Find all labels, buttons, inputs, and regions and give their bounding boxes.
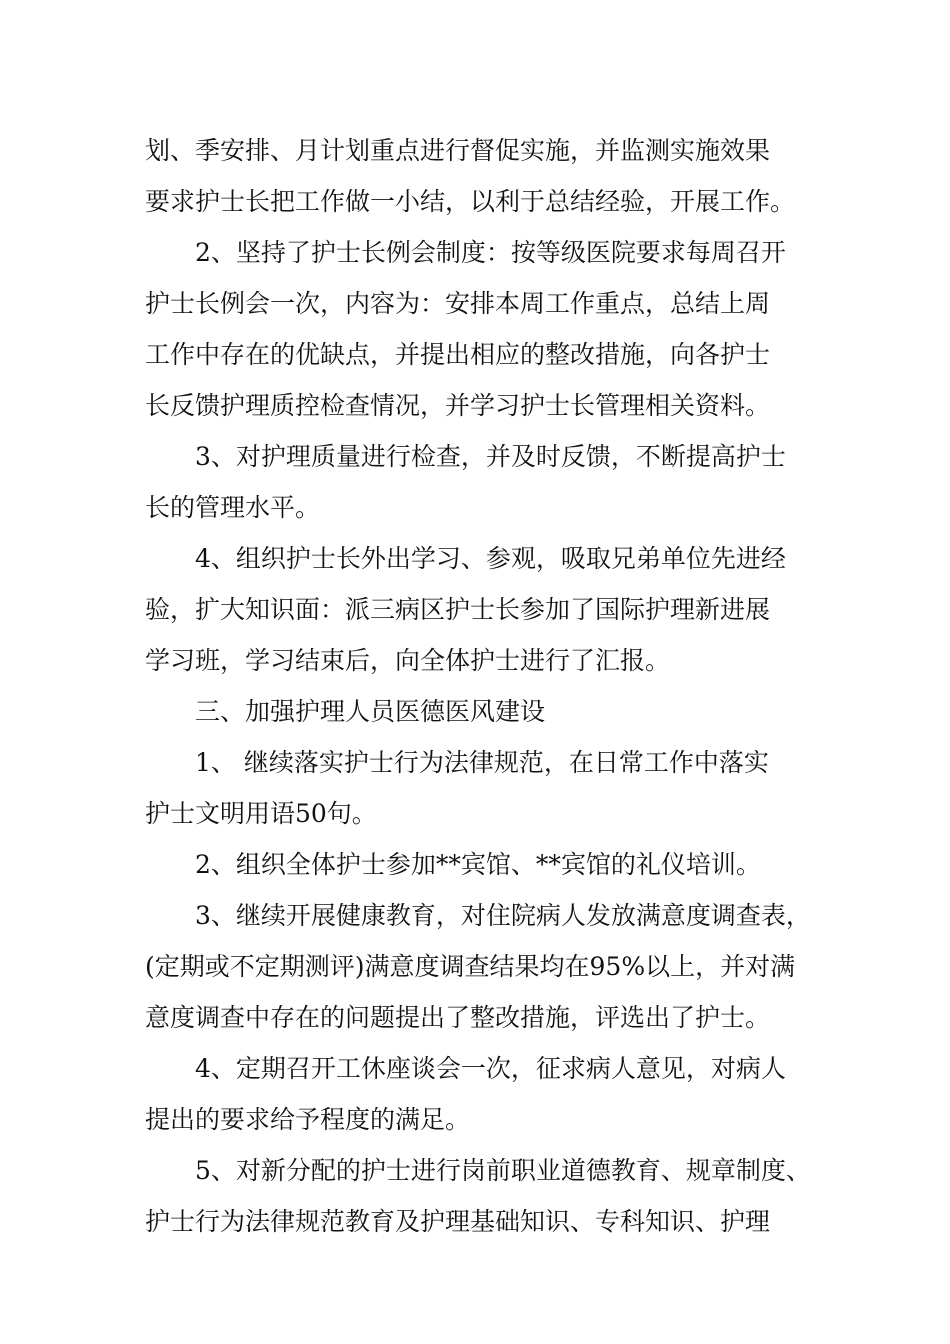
text-line: 4、组织护士长外出学习、参观，吸取兄弟单位先进经 — [195, 544, 786, 573]
text-line: 4、定期召开工休座谈会一次，征求病人意见，对病人 — [195, 1054, 786, 1083]
text-line: 要求护士长把工作做一小结，以利于总结经验，开展工作。 — [145, 187, 796, 216]
text-line: 3、继续开展健康教育，对住院病人发放满意度调查表， — [195, 901, 811, 930]
document-body — [145, 125, 825, 1247]
text-line: 学习班，学习结束后，向全体护士进行了汇报。 — [145, 646, 671, 675]
text-line: 护士文明用语50句。 — [145, 799, 377, 828]
text-line: 提出的要求给予程度的满足。 — [145, 1105, 471, 1134]
text-line: 1、 继续落实护士行为法律规范，在日常工作中落实 — [195, 748, 769, 777]
text-line: 划、季安排、月计划重点进行督促实施，并监测实施效果 — [145, 136, 771, 165]
text-line: 意度调查中存在的问题提出了整改措施，评选出了护士。 — [145, 1003, 771, 1032]
section-heading: 三、加强护理人员医德医风建设 — [195, 697, 546, 726]
text-line: 3、对护理质量进行检查，并及时反馈，不断提高护士 — [195, 442, 786, 471]
text-line: 护士行为法律规范教育及护理基础知识、专科知识、护理 — [145, 1207, 771, 1236]
text-line: 工作中存在的优缺点，并提出相应的整改措施，向各护士 — [145, 340, 771, 369]
text-line: 2、组织全体护士参加**宾馆、**宾馆的礼仪培训。 — [195, 850, 761, 879]
text-line: 2、坚持了护士长例会制度：按等级医院要求每周召开 — [195, 238, 786, 267]
text-line: 长的管理水平。 — [145, 493, 321, 522]
text-line: 5、对新分配的护士进行岗前职业道德教育、规章制度、 — [195, 1156, 811, 1185]
text-line: 长反馈护理质控检查情况，并学习护士长管理相关资料。 — [145, 391, 771, 420]
text-line: 验，扩大知识面：派三病区护士长参加了国际护理新进展 — [145, 595, 771, 624]
text-line: 护士长例会一次，内容为：安排本周工作重点，总结上周 — [145, 289, 771, 318]
text-line: (定期或不定期测评)满意度调查结果均在95%以上，并对满 — [145, 952, 796, 981]
